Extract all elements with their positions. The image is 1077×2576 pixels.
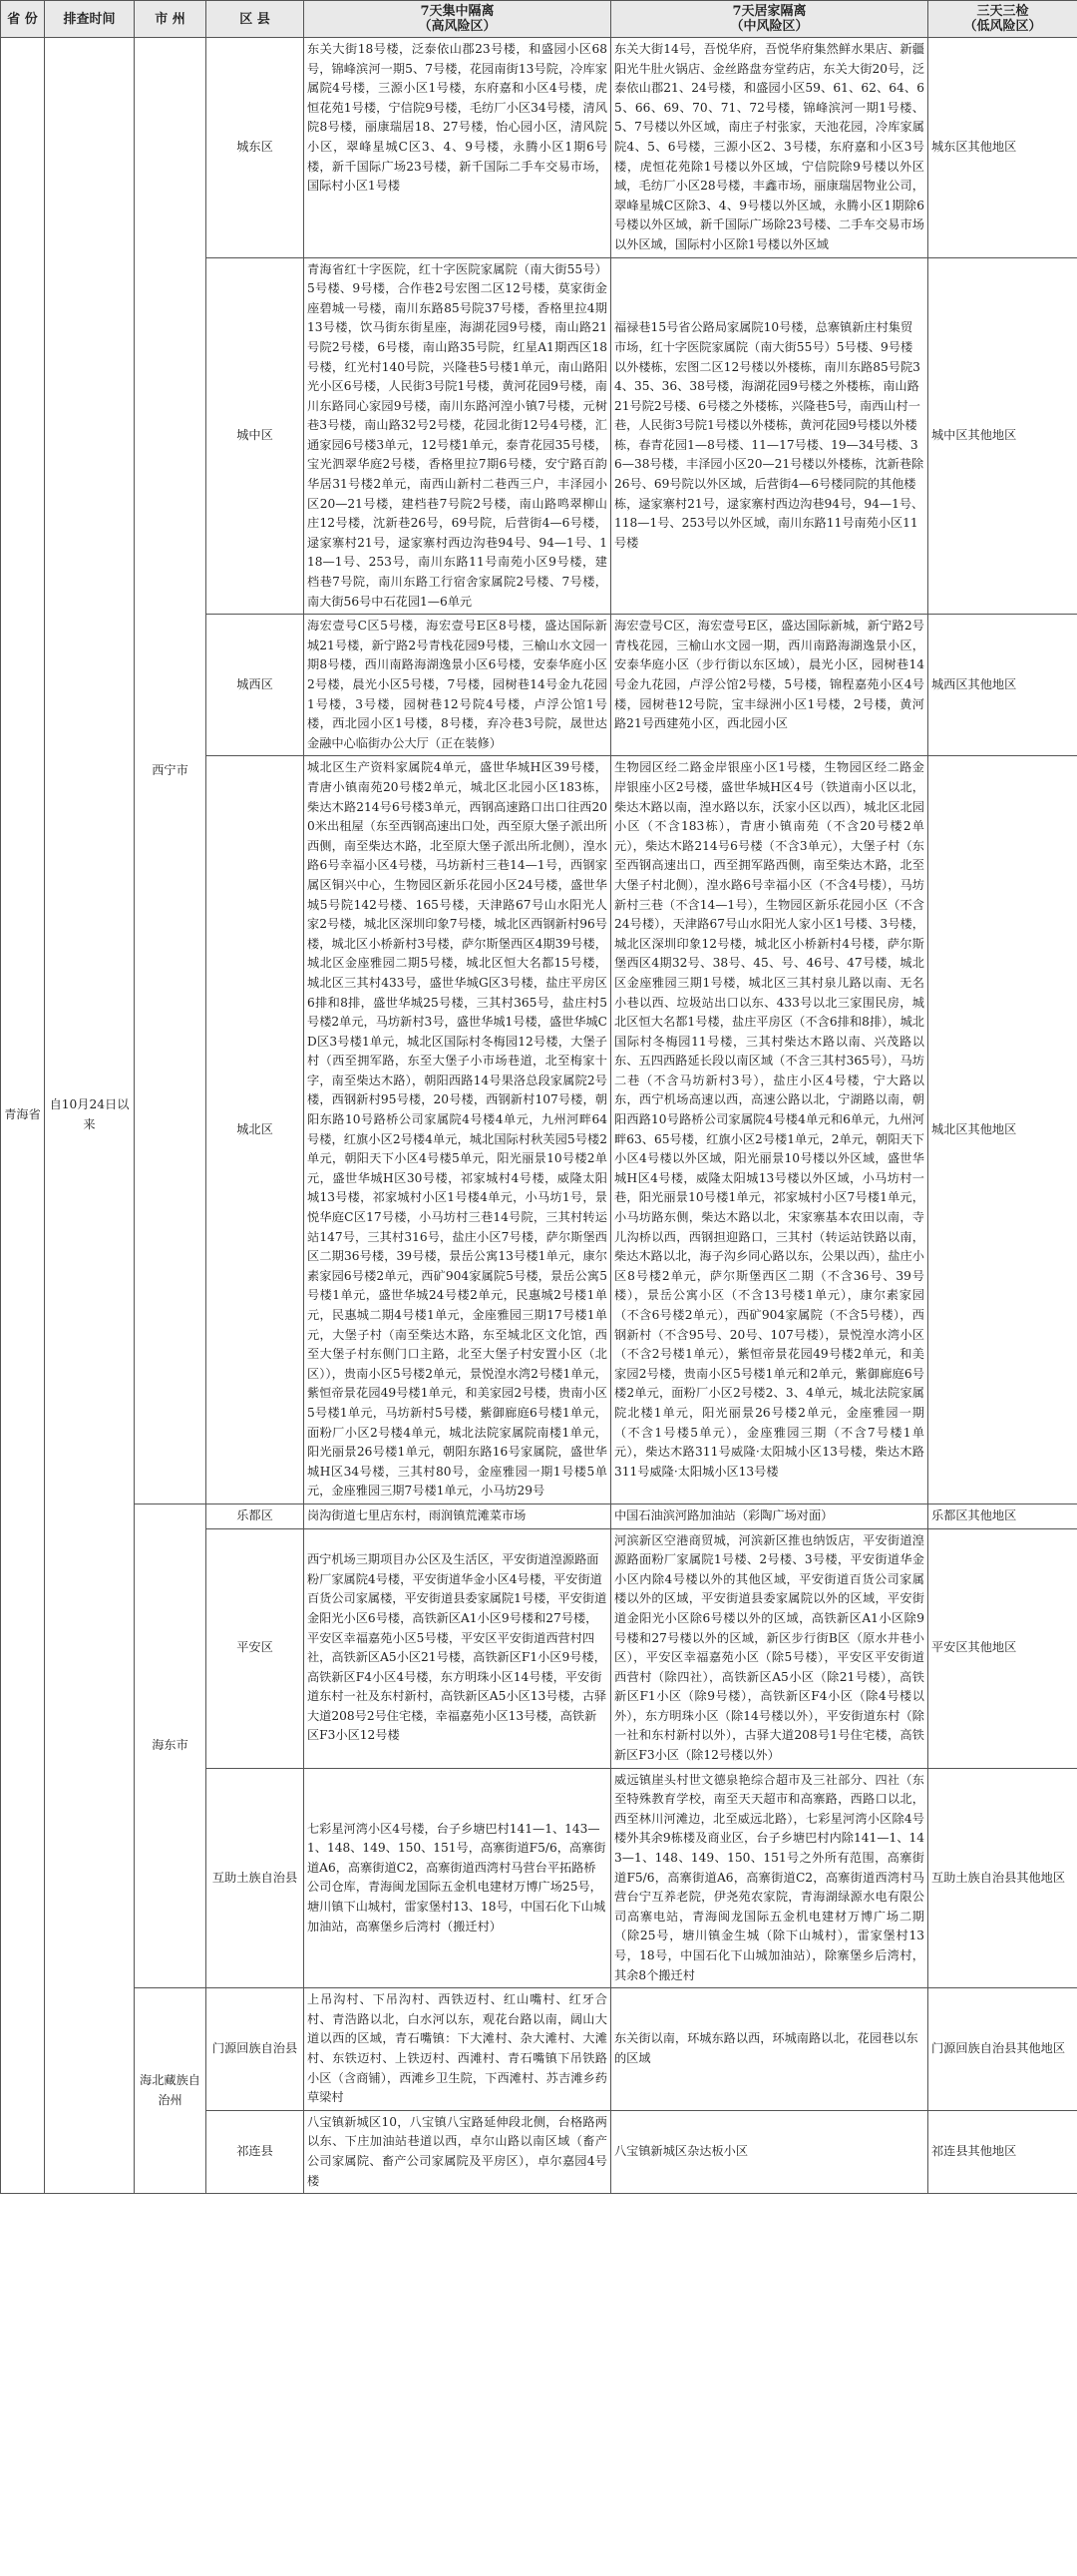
- city-cell-haibei: 海北藏族自治州: [135, 1988, 206, 2194]
- header-low-risk: [928, 1, 1077, 38]
- low-risk-pingan: 平安区其他地区: [928, 1528, 1077, 1768]
- county-chengdong: 城东区: [206, 38, 304, 258]
- county-qilian: 祁连县: [206, 2110, 304, 2193]
- mid-risk-ledu: 中国石油滨河路加油站（彩陶广场对面）: [611, 1503, 928, 1528]
- high-risk-menyuan: 上吊沟村、下吊沟村、西铁迈村、红山嘴村、红牙合村、青浩路以北，白水河以东，观花台路以南，阔山大道以西的区域，青石嘴镇：下大滩村、杂大滩村、大滩村、东铁迈村、上铁迈村、西滩村、青石嘴镇下吊铁路小区（含商铺），西滩乡卫生院，下西滩村、苏吉滩乡药草梁村: [304, 1988, 611, 2111]
- header-high-risk: [304, 1, 611, 38]
- mid-risk-chengbei: 生物园区经二路金岸银座小区1号楼，生物园区经二路金岸银座小区2号楼，盛世华城H区4号（铁道南小区以北，柴达木路以南，湟水路以东，沃家小区以西），城北区北园小区（不含183栋），青唐小镇南苑（不含20号楼2单元），柴达木路214号6号楼（不含3单元），大堡子村（东至西钢高速出口，西至拥军路西侧，南至柴达木路，北至大堡子村北侧），湟水路6号幸福小区（不含4号楼），马坊新村三巷（不含14—1号），生物园区新乐花园小区（不含24号楼），天津路67号山水阳光人家小区1号楼、3号楼，城北区深圳印象12号楼，城北区小桥新村4号楼，萨尔斯堡西区4期32号、38号、45、号、46号、47号楼，城北区金座雅园三期1号楼，城北区三其村泉儿路以南、无名小巷以西、垃圾站出口以东、433号以北三家围民房，城北区恒大名都1号楼，盐庄平房区（不含6排和8排），城北国际村冬梅园11号楼，三其村柴达木路以南、兴茂路以东、五四西路延长段以南区域（不含三其村365号），马坊二巷（不含马坊新村3号），盐庄小区4号楼，宁大路以东，西宁机场高速以西，高速公路以北，宁湖路以南，朝阳西路10号路桥公司家属院4号楼4单元和6单元，九州河畔63、65号楼，红旗小区2号楼1单元，2单元，朝阳天下小区4号楼以外区域，阳光丽景10号楼以外区域，盛世华城H区4号楼，威隆太阳城13号楼以外区域，小马坊村一巷，阳光丽景10号楼1单元，祁家城村小区7号楼1单元，小马坊路东侧，柴达木路以北，宋家寨基本农田以南，寺儿沟桥以西，西钢担迎路口，三其村（转运站铁路以南，柴达木路以北，海子沟乡同心路以东，公果以西），盐庄小区8号楼2单元，萨尔斯堡西区二期（不含36号、39号楼），景岳公寓小区（不含13号楼1单元），康尔素家园（不含6号楼2单元），西矿904家属院（不含5号楼），西钢新村（不含95号、20号、107号楼），景悦湟水湾小区（不含2号楼1单元），紫恒帝景花园49号楼2单元，和美家园2号楼，贵南小区5号楼1单元和2单元，紫御廊庭6号楼2单元，面粉厂小区2号楼2、3、4单元，城北法院家属院北楼1单元，阳光丽景26号楼2单元，金座雅园一期（不含1号楼5单元），金座雅园三期（不含7号楼1单元），柴达木路311号威隆·太阳城小区13号楼，柴达木路311号威隆·太阳城小区13号楼: [611, 756, 928, 1504]
- high-risk-chengdong: 东关大街18号楼，泛泰依山郡23号楼，和盛园小区68号，锦峰滨河一期5、7号楼，花园南街13号院，冷库家属院4号楼，三源小区1号楼，东府嘉和小区4号楼，虎恒花苑1号楼，宁信院9号楼，毛纺厂小区34号楼，清风院8号楼，丽康瑞居18、27号楼，怡心园小区，清风院小区，翠峰星城C区3、4、9号楼，永腾小区1期6号楼，新千国际广场23号楼，新千国际二手车交易市场，国际村小区1号楼: [304, 38, 611, 258]
- high-risk-ledu: 岗沟街道七里店东村，雨润镇荒滩菜市场: [304, 1503, 611, 1528]
- county-ledu: 乐都区: [206, 1503, 304, 1528]
- mid-risk-huzhu: 威远镇崖头村世文德泉艳综合超市及三社部分、四社（东至特殊教育学校，南至天天超市和高寨路，西路口以北，西至林川河滩边，北至威远北路），七彩星河湾小区除4号楼外其余9栋楼及商业区，台子乡塘巴村内除141—1、143—1、148、149、150、151号之外所有范围，高寨街道F5/6，高寨街道A6，高寨街道C2，高寨街道西湾村马营台宁互养老院，伊尧苑农家院，青海湖绿源水电有限公司高寨电站，青海闽龙国际五金机电建材万博广场二期（除25号，塘川镇金生城（除下山城村），雷家堡村13号，18号，中国石化下山城加油站），除寨堡乡后湾村，其余8个搬迁村: [611, 1768, 928, 1988]
- header-low-risk-line2: （低风险区）: [963, 19, 1042, 34]
- header-county: 区 县: [206, 1, 304, 38]
- table-row: [1, 1988, 1077, 2111]
- header-mid-risk-line1: 7天居家隔离: [732, 4, 807, 19]
- low-risk-chengzhong: 城中区其他地区: [928, 257, 1077, 615]
- county-chengxi: 城西区: [206, 615, 304, 756]
- mid-risk-pingan: 河滨新区空港商贸城，河滨新区推也纳饭店，平安街道湟源路面粉厂家属院1号楼、2号楼、3号楼，平安街道华金小区内除4号楼以外的其他区域，平安街道百货公司家属楼以外的区域，平安街道县委家属院以外的区域，平安街道金阳光小区除6号楼以外的区域，高铁新区A1小区除9号楼和27号楼以外的区域，新区步行街B区（原水井巷小区），平安区幸福嘉苑小区（除5号楼），平安区平安街道西营村（除四社），高铁新区A5小区（除21号楼），高铁新区F1小区（除9号楼），高铁新区F4小区（除4号楼以外），东方明珠小区（除14号楼以外），平安街道东村（除一社和东村新村以外），古驿大道208号1号住宅楼，高铁新区F3小区（除12号楼以外）: [611, 1528, 928, 1768]
- header-mid-risk: [611, 1, 928, 38]
- low-risk-huzhu: 互助土族自治县其他地区: [928, 1768, 1077, 1988]
- low-risk-chengdong: 城东区其他地区: [928, 38, 1077, 258]
- mid-risk-chengdong: 东关大街14号，吾悦华府，吾悦华府集然鲜水果店、新疆阳光牛肚火锅店、金丝路盘夯堂药店，东关大街20号，泛泰依山郡21、24号楼，和盛园小区59、61、62、64、65、66、69、70、71、72号楼，锦峰滨河一期1号楼、5、7号楼以外区域，南庄子村张家，天池花园，冷库家属院4、5、6号楼，三源小区2、3号楼，东府嘉和小区3号楼，虎恒花苑除1号楼以外区域，宁信院除9号楼以外区域，毛纺厂小区28号楼，丰鑫市场，丽康瑞居物业公司，翠峰星城C区除3、4、9号楼以外区域，永腾小区1期除6号楼以外区域，新千国际广场除23号楼、二手车交易市场以外区域，国际村小区除1号楼以外区域: [611, 38, 928, 258]
- mid-risk-menyuan: 东关街以南，环城东路以西，环城南路以北，花园巷以东的区域: [611, 1988, 928, 2111]
- table-row: [1, 38, 1077, 258]
- county-pingan: 平安区: [206, 1528, 304, 1768]
- county-huzhu: 互助土族自治县: [206, 1768, 304, 1988]
- city-cell-haidong: 海东市: [135, 1503, 206, 1987]
- mid-risk-chengzhong: 福禄巷15号省公路局家属院10号楼，总寨镇新庄村集贸市场，红十字医院家属院（南大街55号）5号楼、9号楼以外楼栋，宏图二区12号楼以外楼栋，南川东路85号院34、35、36、38号楼，海湖花园9号楼之外楼栋，南山路21号院2号楼、6号楼之外楼栋，兴隆巷5号，南西山村一巷，人民街3号院1号楼以外楼栋，黄河花园9号楼以外楼栋，春青花园1—8号楼、11—17号楼、19—34号楼、36—38号楼，丰泽园小区20—21号楼以外楼栋，沈新巷除26号、69号院以外区域，后营街4—6号楼同院的其他楼栋，逯家寨村21号，逯家寨村西边沟巷94号，94—1号、118—1号、253号以外区域，南川东路11号南苑小区11号楼: [611, 257, 928, 615]
- header-high-risk-line2: （高风险区）: [418, 19, 497, 34]
- high-risk-chengzhong: 青海省红十字医院，红十字医院家属院（南大街55号）5号楼、9号楼，合作巷2号宏图二区12号楼，莫家街金座碧城一号楼，南川东路85号院37号楼，香格里拉4期13号楼，饮马街东街星座，海湖花园9号楼，南山路21号院2号楼，6号楼，南山路35号院，红星A1期西区18号楼，红光村140号院，兴隆巷5号楼1单元，南山路阳光小区6号楼，人民街3号院1号楼，黄河花园9号楼，南川东路同心家园9号楼，南川东路河湟小镇7号楼，元树巷3号楼，南山路32号2号楼，花园北街12号4号楼，汇通家园6号楼3单元，12号楼1单元，泰青花园35号楼，宝光泗翠华庭2号楼，香格里拉7期6号楼，安宁路百韵华居31号楼2单元，南西山新村二巷西三户，丰泽园小区20—21号楼，建档巷7号院2号楼，南山路鸣翠柳山庄12号楼，沈新巷26号，69号院，后营街4—6号楼，逯家寨村21号，逯家寨村西边沟巷94号、94—1号、118—1号、253号，南川东路11号南苑小区9号楼，建档巷7号院，南川东路工行宿舍家属院2号楼、7号楼，南大街56号中石花园1—6单元: [304, 257, 611, 615]
- county-chengzhong: 城中区: [206, 257, 304, 615]
- header-time: 排查时间: [45, 1, 135, 38]
- mid-risk-qilian: 八宝镇新城区杂达板小区: [611, 2110, 928, 2193]
- table-header-row: [1, 1, 1077, 38]
- header-city: 市 州: [135, 1, 206, 38]
- mid-risk-chengxi: 海宏壹号C区，海宏壹号E区，盛达国际新城，新宁路2号青栈花园，三榆山水文园一期，西川南路海湖逸景小区，安泰华庭小区（步行街以东区域），晨光小区，园树巷14号金九花园，卢浮公馆2号楼，5号楼，锦程嘉苑小区4号楼，园树巷12号院，宝丰绿洲小区1号楼，2号楼，黄河路21号西建苑小区，西北园小区: [611, 615, 928, 756]
- header-high-risk-line1: 7天集中隔离: [420, 4, 495, 19]
- county-menyuan: 门源回族自治县: [206, 1988, 304, 2111]
- header-mid-risk-line2: （中风险区）: [730, 19, 809, 34]
- low-risk-chengxi: 城西区其他地区: [928, 615, 1077, 756]
- header-province: 省 份: [1, 1, 45, 38]
- high-risk-chengxi: 海宏壹号C区5号楼，海宏壹号E区8号楼，盛达国际新城21号楼，新宁路2号青栈花园9号楼，三榆山水文园一期8号楼，西川南路海湖逸景小区6号楼，安泰华庭小区2号楼，晨光小区5号楼，7号楼，园树巷14号金九花园1号楼，3号楼，园树巷12号院4号楼，卢浮公馆1号楼，西北园小区1号楼，8号楼，弃冷巷3号院，晟世达金融中心临街办公大厅（正在装修）: [304, 615, 611, 756]
- low-risk-menyuan: 门源回族自治县其他地区: [928, 1988, 1077, 2111]
- header-low-risk-line1: 三天三检: [976, 4, 1029, 19]
- low-risk-qilian: 祁连县其他地区: [928, 2110, 1077, 2193]
- province-cell: 青海省: [1, 38, 45, 2194]
- city-cell-xining: 西宁市: [135, 38, 206, 1504]
- high-risk-chengbei: 城北区生产资料家属院4单元，盛世华城H区39号楼，青唐小镇南苑20号楼2单元，城北区北园小区183栋，柴达木路214号6号楼3单元，西钢高速路口出口往西200米出租屋（东至西钢高速出口处，西至原大堡子派出所西侧，南至柴达木路，北至原大堡子派出所北侧），湟水路6号幸福小区4号楼，马坊新村三巷14—1号，西钢家属区铜兴中心，生物园区新乐花园小区24号楼，盛世华城5号院142号楼、165号楼，天津路67号山水阳光人家2号楼，城北区深圳印象7号楼，城北区西钢新村96号楼，城北区小桥新村3号楼，萨尔斯堡西区4期39号楼，城北区金座雅园二期5号楼，城北区恒大名都15号楼，城北区三其村433号，盛世华城G区3号楼，盐庄平房区6排和8排，盛世华城25号楼，三其村365号，盐庄村5号楼2单元，马坊新村3号，盛世华城1号楼，盛世华城CD区3号楼1单元，城北区国际村冬梅园12号楼，大堡子村（西至拥军路，东至大堡子小市场巷道，北至梅家十字，南至柴达木路），朝阳西路14号果洛总段家属院2号楼，西钢新村95号楼，20号楼，西钢新村107号楼，朝阳东路10号路桥公司家属院4号楼4单元，九州河畔64号楼，红旗小区2号楼4单元，城北国际村秋芙园5号楼2单元，朝阳天下小区4号楼5单元，阳光丽景10号楼2单元，盛世华城H区30号楼，祁家城村4号楼，威隆太阳城13号楼，祁家城村小区1号楼4单元，小马坊1号，景悦华庭C区17号楼，小马坊村三巷14号院，三其村转运站147号，三其村316号，盐庄小区7号楼，萨尔斯堡西区二期36号楼，39号楼，景岳公寓13号楼1单元，康尔素家园6号楼2单元，西矿904家属院5号楼，景岳公寓5号楼1单元，盛世华城24号楼2单元，民惠城2号楼1单元，民惠城二期4号楼1单元，金座雅园三期17号楼1单元，大堡子村（南至柴达木路，东至城北区文化馆，西至大堡子村东侧门口主路，北至大堡子村安置小区（北区）），贵南小区5号楼2单元，景悦湟水湾2号楼1单元，紫恒帝景花园49号楼1单元，和美家园2号楼，贵南小区5号楼1单元，马坊新村5号楼，紫御廊庭6号楼1单元，面粉厂小区2号楼4单元，城北法院家属院南楼1单元，阳光丽景26号楼1单元，朝阳东路16号家属院，盛世华城H区34号楼，三其村80号，金座雅园一期1号楼5单元，金座雅园三期7号楼1单元，小马坊29号: [304, 756, 611, 1504]
- high-risk-qilian: 八宝镇新城区10，八宝镇八宝路延伸段北侧，台格路两以东、下庄加油站巷道以西，卓尔山路以南区域（畜产公司家属院、畜产公司家属院及平房区），卓尔嘉园4号楼: [304, 2110, 611, 2193]
- county-chengbei: 城北区: [206, 756, 304, 1504]
- low-risk-ledu: 乐都区其他地区: [928, 1503, 1077, 1528]
- high-risk-huzhu: 七彩星河湾小区4号楼，台子乡塘巴村141—1、143—1、148、149、150、151号，高寨街道F5/6，高寨街道A6，高寨街道C2，高寨街道西湾村马营台平拓路桥公司仓库，青海闽龙国际五金机电建材万博广场25号，塘川镇下山城村，雷家堡村13、18号，中国石化下山城加油站，高寨堡乡后湾村（搬迁村）: [304, 1768, 611, 1988]
- high-risk-pingan: 西宁机场三期项目办公区及生活区，平安街道湟源路面粉厂家属院4号楼，平安街道华金小区4号楼，平安街道百货公司家属楼，平安街道县委家属院1号楼，平安街道金阳光小区6号楼，高铁新区A1小区9号楼和27号楼，平安区幸福嘉苑小区5号楼，平安区平安街道西营村四社，高铁新区A5小区21号楼，高铁新区F1小区9号楼，高铁新区F4小区4号楼，东方明珠小区14号楼，平安街道东村一社及东村新村，高铁新区A5小区13号楼，古驿大道208号2号住宅楼，幸福嘉苑小区13号楼，高铁新区F3小区12号楼: [304, 1528, 611, 1768]
- low-risk-chengbei: 城北区其他地区: [928, 756, 1077, 1504]
- table-row: [1, 1503, 1077, 1528]
- time-cell: 自10月24日以来: [45, 38, 135, 2194]
